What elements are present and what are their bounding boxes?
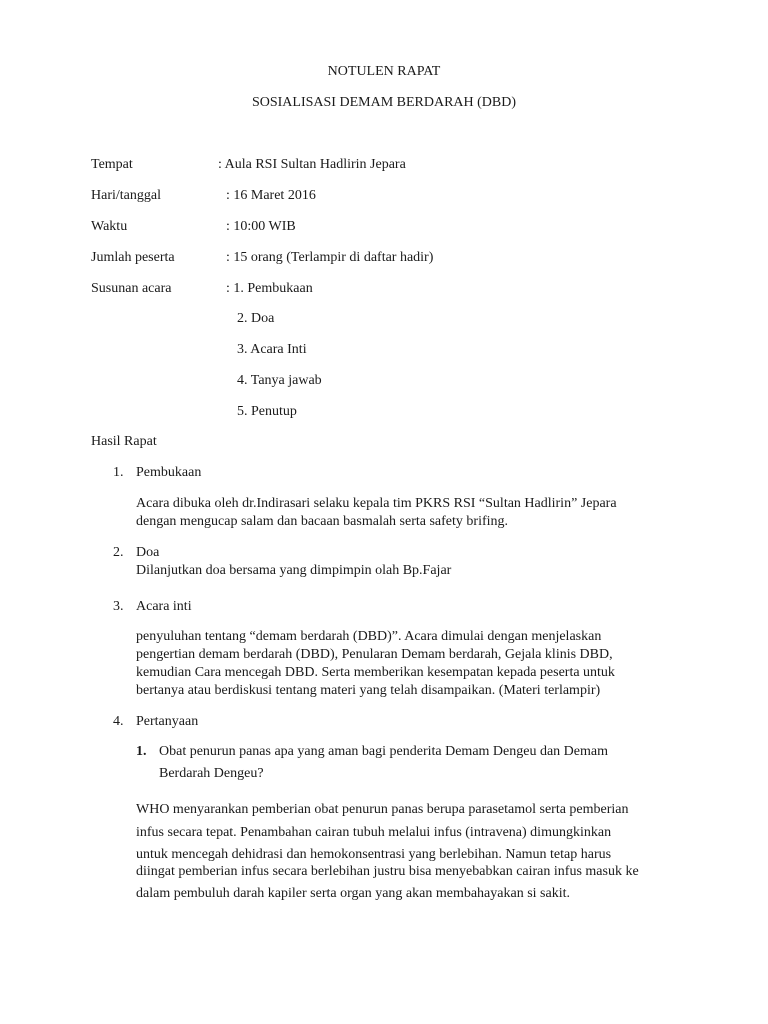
section-2-title: Doa <box>136 545 160 560</box>
waktu-label: Waktu <box>91 219 128 234</box>
doc-title: NOTULEN RAPAT <box>327 64 441 79</box>
answer-1-line: untuk mencegah dehidrasi dan hemokonsentrasi yang berlebihan. Namun tetap harus <box>136 847 612 862</box>
susunan-item-1: : 1. Pembukaan <box>226 281 313 296</box>
section-3-number: 3. <box>113 599 124 614</box>
jumlah-label: Jumlah peserta <box>91 250 175 265</box>
section-4-number: 4. <box>113 714 124 729</box>
question-1-line: Obat penurun panas apa yang aman bagi penderita Demam Dengeu dan Demam <box>159 744 608 759</box>
susunan-label: Susunan acara <box>91 281 172 296</box>
hari-label: Hari/tanggal <box>91 188 161 203</box>
answer-1-line: infus secara tepat. Penambahan cairan tubuh melalui infus (intravena) dimungkinkan <box>136 825 612 840</box>
question-1-line: Berdarah Dengeu? <box>159 766 264 781</box>
section-4-title: Pertanyaan <box>136 714 199 729</box>
question-1-number: 1. <box>136 744 147 759</box>
doc-subtitle: SOSIALISASI DEMAM BERDARAH (DBD) <box>251 95 517 110</box>
hasil-heading: Hasil Rapat <box>91 434 157 449</box>
section-1-title: Pembukaan <box>136 465 202 480</box>
section-3-line: penyuluhan tentang “demam berdarah (DBD)”. Acara dimulai dengan menjelaskan <box>136 629 602 644</box>
tempat-label: Tempat <box>91 157 133 172</box>
susunan-item-2: 2. Doa <box>237 311 275 326</box>
waktu-value: : 10:00 WIB <box>226 219 296 234</box>
section-1-line: Acara dibuka oleh dr.Indirasari selaku kepala tim PKRS RSI “Sultan Hadlirin” Jepara <box>136 496 617 511</box>
susunan-item-4: 4. Tanya jawab <box>237 373 322 388</box>
answer-1-line: dalam pembuluh darah kapiler serta organ yang akan membahayakan si sakit. <box>136 886 570 901</box>
section-3-line: bertanya atau berdiskusi tentang materi yang telah disampaikan. (Materi terlampir) <box>136 683 601 698</box>
jumlah-value: : 15 orang (Terlampir di daftar hadir) <box>226 250 434 265</box>
susunan-item-3: 3. Acara Inti <box>237 342 307 357</box>
section-3-title: Acara inti <box>136 599 192 614</box>
answer-1-line: WHO menyarankan pemberian obat penurun panas berupa parasetamol serta pemberian <box>136 802 629 817</box>
section-2-line: Dilanjutkan doa bersama yang dimpimpin olah Bp.Fajar <box>136 563 452 578</box>
hari-value: : 16 Maret 2016 <box>226 188 316 203</box>
section-1-line: dengan mengucap salam dan bacaan basmalah serta safety brifing. <box>136 514 509 529</box>
section-3-line: kemudian Cara mencegah DBD. Serta memberikan kesempatan kepada peserta untuk <box>136 665 615 680</box>
answer-1-line: diingat pemberian infus secara berlebihan justru bisa menyebabkan cairan infus masuk ke <box>136 864 639 879</box>
section-1-number: 1. <box>113 465 124 480</box>
section-2-number: 2. <box>113 545 124 560</box>
tempat-value: : Aula RSI Sultan Hadlirin Jepara <box>218 157 406 172</box>
section-3-line: pengertian demam berdarah (DBD), Penularan Demam berdarah, Gejala klinis DBD, <box>136 647 613 662</box>
susunan-item-5: 5. Penutup <box>237 404 297 419</box>
